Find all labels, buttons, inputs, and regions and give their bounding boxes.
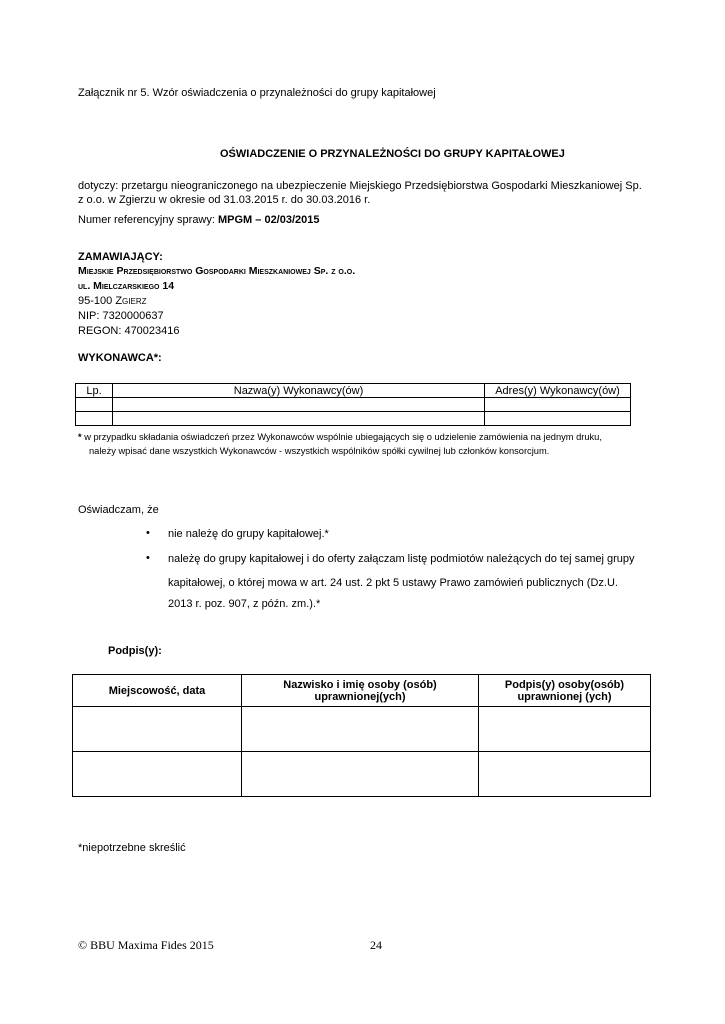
option-member-line-1: należę do grupy kapitałowej i do oferty załączam listę podmiotów należących do tej samej grupy [168,553,635,565]
option-member-line-3: 2013 r. poz. 907, z późn. zm.).* [168,598,321,610]
buyer-postal-code: 95-100 [78,295,116,307]
reference-value: MPGM – 02/03/2015 [218,214,320,226]
buyer-nip: NIP: 7320000637 [78,310,164,322]
signatures-label: Podpis(y): [108,645,162,657]
bullet-icon: • [146,552,150,564]
concerns-line-2: z o.o. w Zgierzu w okresie od 31.03.2015 r. do 30.03.2016 r. [78,194,371,206]
buyer-city: Zgierz [115,295,147,307]
table-cell[interactable] [485,398,631,412]
reference-label: Numer referencyjny sprawy: [78,214,218,226]
table-cell[interactable] [242,707,479,752]
header-person-name-line-1: Nazwisko i imię osoby (osób) [283,678,437,691]
header-lp: Lp. [76,384,113,398]
contractor-table [75,383,631,426]
document-heading: OŚWIADCZENIE O PRZYNALEŻNOŚCI DO GRUPY KAPITAŁOWEJ [220,148,565,160]
option-not-member: nie należę do grupy kapitałowej.* [168,528,329,540]
reference-number [78,214,320,226]
table-cell[interactable] [73,707,242,752]
contractor-label: WYKONAWCA*: [78,352,162,364]
table-cell[interactable] [485,412,631,426]
page-number: 24 [370,938,382,952]
header-person-name [242,675,479,707]
buyer-regon: REGON: 470023416 [78,325,180,337]
table-cell[interactable] [113,412,485,426]
table-cell[interactable] [76,398,113,412]
footer-copyright: © BBU Maxima Fides 2015 [78,938,214,952]
header-address: Adres(y) Wykonawcy(ów) [485,384,631,398]
table-cell[interactable] [73,752,242,797]
table-row [76,412,631,426]
strike-note: *niepotrzebne skreślić [78,842,186,854]
note-asterisk: * [78,432,82,442]
buyer-name: Miejskie Przedsiębiorstwo Gospodarki Mieszkaniowej Sp. z o.o. [78,265,356,277]
signature-table-header [73,675,651,707]
table-row [73,752,651,797]
annex-title: Załącznik nr 5. Wzór oświadczenia o przynależności do grupy kapitałowej [78,87,436,99]
signature-table [72,674,651,797]
buyer-street: ul. Mielczarskiego 14 [78,280,175,292]
table-row [73,707,651,752]
note-text: w przypadku składania oświadczeń przez Wykonawców wspólnie ubiegających się o udzielenie zamówienia na jednym druku, [81,432,602,442]
header-name: Nazwa(y) Wykonawcy(ów) [113,384,485,398]
table-cell[interactable] [479,707,651,752]
concerns-line-1: dotyczy: przetargu nieograniczonego na ubezpieczenie Miejskiego Przedsiębiorstwa Gospodarki Mieszkaniowej Sp. [78,180,642,192]
header-signature-line-2: uprawnionej (ych) [517,690,612,703]
option-member-line-2: kapitałowej, o której mowa w art. 24 ust. 2 pkt 5 ustawy Prawo zamówień publicznych (Dz.U. [168,577,618,589]
contractor-note-line-2: należy wpisać dane wszystkich Wykonawców - wszystkich wspólników spółki cywilnej lub członków konsorcjum. [89,446,550,456]
table-cell[interactable] [76,412,113,426]
table-row [76,398,631,412]
table-cell[interactable] [113,398,485,412]
contractor-note-line-1 [78,432,602,442]
bullet-icon: • [146,527,150,539]
header-person-name-line-2: uprawnionej(ych) [314,690,406,703]
buyer-label: ZAMAWIAJĄCY: [78,251,163,263]
table-cell[interactable] [479,752,651,797]
declaration-intro: Oświadczam, że [78,504,159,516]
header-signature [479,675,651,707]
header-signature-line-1: Podpis(y) osoby(osób) [504,678,625,691]
header-place-date: Miejscowość, data [73,675,242,707]
buyer-city-line [78,295,146,307]
contractor-table-header [76,384,631,398]
table-cell[interactable] [242,752,479,797]
